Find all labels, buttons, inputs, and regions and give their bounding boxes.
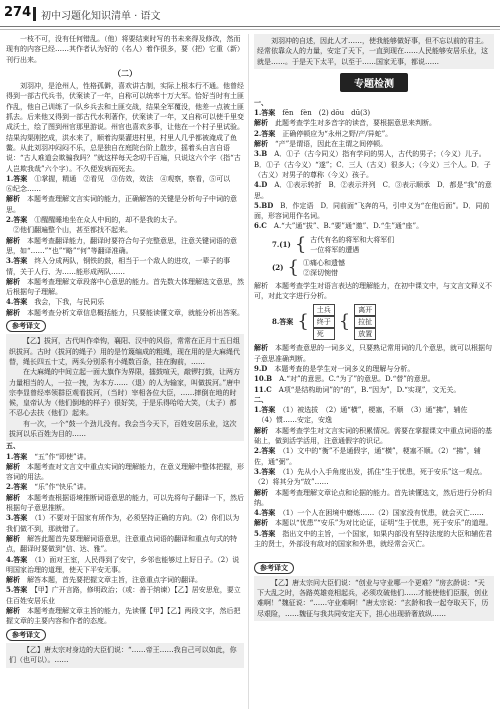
answer-list-right bbox=[254, 108, 494, 232]
answer-text: 【甲】广开言路，修明政治；（或：善于纳谏）【乙】居安思危，要立住百姓安居乐业 bbox=[6, 586, 241, 605]
answer-text: 本题考查理解文言实词的能力，正确解答的关键是分析句子中词的意思。 bbox=[6, 195, 237, 214]
answer-item bbox=[254, 364, 494, 374]
answer-item bbox=[6, 174, 244, 195]
answer-label: 3.答案 bbox=[6, 513, 28, 523]
reference-translation-label-right: 参考译文 bbox=[254, 562, 294, 574]
answer-label: 3.B bbox=[254, 149, 268, 159]
word-column-right bbox=[354, 304, 376, 340]
brace-icon: { bbox=[338, 311, 351, 333]
answer-item bbox=[6, 194, 244, 215]
answer-text: 本题考查翻译能力，翻译时要符合句子完整意思，注意关键词语的意思，如“……”“也”“略”“何”等翻译准确。 bbox=[6, 236, 237, 255]
section-one-heading: 一、 bbox=[254, 97, 268, 107]
brace-icon: { bbox=[297, 311, 309, 333]
section-header bbox=[254, 73, 494, 92]
answer-item bbox=[254, 374, 494, 384]
section-title: 专题检测 bbox=[340, 73, 408, 92]
answer-text: A.“对”的意思。C.“为了”的意思。D.“替”的意思。 bbox=[279, 375, 435, 384]
answer-item bbox=[254, 108, 494, 118]
answer-label: 9.D bbox=[254, 363, 268, 373]
answer-item bbox=[254, 467, 494, 488]
page-number: 274 bbox=[4, 5, 32, 20]
answer-item bbox=[254, 549, 494, 559]
answer-text: 本题考查对文言文中重点实词的理解能力，在意义理解中整体把握，形容词的用法。 bbox=[6, 462, 244, 482]
answer-item bbox=[6, 308, 244, 318]
answer-item bbox=[254, 201, 494, 222]
word-cell: 放置 bbox=[354, 328, 376, 340]
answer-text: A．①子（古今同义）指有学问的男人，古代的男子；（今义）儿子。B．①子（古今义）“遂”；C．三人（古义）很多人；（今义）三个人。D．子（古义）对男子的尊称（今义）孩子。 bbox=[254, 150, 491, 179]
answer-item bbox=[254, 149, 494, 180]
answer-text: 本题考查理解文章段落中心意思的能力。首先数大体理解选文意思，然后根据句子理解。 bbox=[6, 277, 244, 297]
answer-item bbox=[6, 256, 244, 277]
answer-text: 正确停顿应为“永州之野/产/异蛇”。 bbox=[282, 129, 393, 138]
answer-label: 3.答案 bbox=[254, 466, 276, 476]
answer-text: （1）不要对于国家有所作为，必须坚持正确的方向。（2）你们以为我们做不到，那就错了。 bbox=[6, 514, 240, 533]
answer-text: 本题考查根据语境推断词语意思的能力，可以先将句子翻译一下，然后根据句子意思推断。 bbox=[6, 493, 244, 513]
answer-item bbox=[254, 385, 494, 395]
answer-label: 6.C bbox=[254, 221, 267, 231]
header-rule bbox=[0, 26, 500, 27]
answer-text: （4）惯……安定，安逸 bbox=[261, 416, 332, 425]
reference-translation-label: 参考译文 bbox=[6, 320, 46, 332]
answer-item bbox=[254, 405, 494, 415]
answer-text: （1）先从小入手角度出发，抓住“生于忧患，死于安乐”这一观点。（2）将其分为“故”…… bbox=[254, 467, 487, 487]
diagram-label: 7.(1) bbox=[272, 239, 291, 249]
answer-text: （1）面对王室，人民得到了安宁，乡邻也能够过上好日子。（2）说明国家治理的道理，使天下平安无事。 bbox=[6, 555, 240, 574]
answer-label: 解析 bbox=[254, 343, 268, 353]
answer-item bbox=[6, 513, 244, 534]
answer-item bbox=[254, 488, 494, 509]
translation-paragraph: 在大麻绳的中间立起一面大旗作为界限，擂鼓喧天，敲锣打鼓，让两方力量相当的人，一拉一拽，为本方……（退）的人为输家，叫做拔河。”唐中宗李显曾经率领群臣观看拔河，（当时）宰相各位大臣，……摔倒在地的时候，皇帝认为（他们倒地的样子）很好笑，于是乐得哈哈大笑，（太子）都不忍心去扶（他们）起来。 bbox=[9, 368, 241, 418]
answer-item bbox=[254, 508, 494, 518]
brace-diagram-7 bbox=[272, 235, 494, 255]
translation-paragraph-2: 【乙】唐太宗对身边的大臣们说：“……帝王……我自己可以如此，你们（也可以）。…… bbox=[6, 643, 244, 668]
page-header bbox=[0, 0, 500, 30]
word-match-diagram-8 bbox=[272, 304, 494, 340]
translation-continued: 刘羽冲的自述，因此人才……，使我能够做好事，但不忘以前的君主。经常依靠众人的力量，安定了天下，一直到现在……人民能够安居乐业，这就是……。于是天下太平，以至于……国家无事，都说…… bbox=[254, 34, 494, 69]
brace-diagram-7b bbox=[272, 258, 494, 278]
diagram-label: (2) bbox=[272, 262, 284, 272]
answer-text: 此题考查学生对多音字的读音，要根据意思来判断。 bbox=[275, 119, 436, 128]
diagram-branch: 一位将军的遭遇 bbox=[310, 245, 360, 254]
answer-label: 解析 bbox=[6, 575, 20, 585]
answer-text: B．作定语 D．同前面“飞奔的马，引申义为“在他后面”。D．同前面，形容词用作名词。 bbox=[254, 201, 490, 221]
answer-item bbox=[6, 215, 244, 225]
answer-label: 2.答案 bbox=[6, 482, 28, 492]
brace-icon: { bbox=[294, 233, 307, 255]
answer-label: 3.答案 bbox=[6, 256, 28, 266]
reference-translation-label-2: 参考译文 bbox=[6, 629, 46, 641]
answer-label: 2.答案 bbox=[6, 215, 28, 225]
answer-label: 1.答案 bbox=[254, 108, 276, 118]
answer-label: 解析 bbox=[254, 425, 268, 435]
intro-paragraph: 一枝不可，没有任何错乱。（他）将要结束时写的书未来得及修改，然而现有的内容已经……其作者认为好的（名人）着作很多，要（把）它重（新）刊行出来。 bbox=[6, 35, 244, 64]
answer-item bbox=[6, 462, 244, 483]
answer-text: ①醒醒睡地坐在众人中间的，却不是我的太子。 bbox=[34, 216, 182, 225]
translation-paragraph-right: 【乙】唐太宗问大臣们说：“创业与守业哪一个更难？”房玄龄说：“天下大乱之时，各路英雄竞相起兵，必须攻破他们……才能使他们臣服，创业难啊！”魏征说：“……守业难啊！”唐太宗说：“玄龄和我一起夺取天下，历尽艰险，……魏征与我共同安定天下，担心出现骄奢放纵…… bbox=[254, 576, 494, 621]
answer-item bbox=[6, 534, 244, 555]
answer-item bbox=[6, 236, 244, 257]
answer-label: 解析 bbox=[6, 276, 20, 286]
diagram-label: 8.答案 bbox=[272, 317, 294, 327]
story-paragraph: 刘羽冲，是沧州人，性格孤僻，喜欢讲古制，实际上根本行不通。他曾经得到一部古代兵书，伏案读了一年，自称可以统率十万大军。恰好当时有土匪作乱，他自己训练了一队乡兵去和土匪交战，结果全军覆没，他差一点被土匪抓去。后来他又得到一部古代水利著作，伏案读了一年，又自称可以使千里变成沃土，绘了图到州官那里游说。州官也喜欢多事，让他在一个村子里试验。结果沟渠刚挖成，洪水来了，顺着沟渠灌进村里，村里人几乎都被淹成了鱼鳖。从此刘羽冲闷闷不乐，总是独自在庭院台阶上散步，摇着头自言自语说：“古人难道会欺骗我吗？”就这样每天念叨千百遍，只说这六个字（指“古人岂欺我哉”六个字）。不久便发病而死去。 bbox=[6, 82, 244, 173]
answer-item bbox=[6, 585, 244, 606]
answer-item bbox=[6, 575, 244, 585]
answer-label: 解析 bbox=[6, 194, 20, 204]
answer-label: 5.答案 bbox=[6, 585, 28, 595]
answer-item bbox=[6, 606, 244, 627]
diagram-branch: ①痛心和遗憾 bbox=[302, 258, 345, 267]
answer-label: 10.B bbox=[254, 374, 273, 384]
answer-list-right-2 bbox=[254, 343, 494, 559]
answer-item bbox=[254, 395, 494, 405]
answer-label: 5.答案 bbox=[254, 528, 276, 538]
answer-text: 本题考查意思的一词多义，只要熟记常用词的几个意思，就可以根据句子意思准确判断。 bbox=[254, 344, 492, 363]
answer-label: 2.答案 bbox=[254, 128, 276, 138]
answer-label: 4.答案 bbox=[6, 554, 28, 564]
answer-item bbox=[6, 482, 244, 492]
answer-text: ②他们翻遍整个山，甚至都找不起来。 bbox=[13, 226, 132, 235]
answer-item bbox=[254, 118, 494, 128]
diagram-branch: ②深切惋惜 bbox=[302, 268, 338, 277]
answer-label: 解析 bbox=[254, 139, 268, 149]
left-column bbox=[6, 34, 244, 709]
answer-text: 解答本题，首先要把握文章主旨，注意重点字词的翻译。 bbox=[27, 576, 202, 585]
answer-label: 解析 bbox=[254, 118, 268, 128]
answer-item bbox=[6, 225, 244, 235]
answer-label: 4.D bbox=[254, 180, 268, 190]
answer-item bbox=[6, 493, 244, 514]
answer-list-five bbox=[6, 452, 244, 627]
answer-text: 本题考查分析文章信息概括能力，只要能读懂文章，就能分析出答案。 bbox=[27, 308, 244, 317]
answer-text: 本题考查的是学生对一词多义的理解与分析。 bbox=[274, 364, 415, 373]
answer-label: 11.C bbox=[254, 384, 272, 394]
answer-text: A.“大”通“拔”、B.“要”通“邀”、D.“生”通“座”。 bbox=[273, 222, 424, 231]
answer-text: 我会，下我，与民同乐 bbox=[34, 298, 105, 307]
answer-label: 2.答案 bbox=[254, 446, 276, 456]
answer-label: 4.答案 bbox=[6, 297, 28, 307]
answer-text: fēn fèn (2) dōu dū(3) bbox=[282, 109, 371, 118]
header-divider-bar bbox=[33, 7, 36, 21]
answer-item bbox=[254, 180, 494, 201]
analysis-7: 解析 本题考查学生对语言表达的理解能力，在初中课文中，与文言文释义不可，对此文字进行分析。 bbox=[254, 281, 492, 301]
translation-box bbox=[6, 334, 244, 441]
translation-paragraph: 有一次，一个“鼓一个劲儿没有。我会当今天下，百姓安居乐业，这次拔河以乐百姓为目的…… bbox=[9, 419, 237, 438]
answer-item bbox=[254, 426, 494, 447]
word-cell: 死 bbox=[313, 328, 335, 340]
section-five-heading: 五、 bbox=[6, 441, 20, 451]
answer-text: （1）文中的“衡”不是通假字，通“横”，梗塞不顺。（2）“拂”，辅佐，通“弼”。 bbox=[254, 447, 481, 466]
answer-list bbox=[6, 174, 244, 318]
answer-item bbox=[254, 518, 494, 528]
section-number: （二） bbox=[113, 67, 137, 78]
answer-item bbox=[254, 129, 494, 139]
answer-item bbox=[254, 343, 494, 364]
answer-text: （1）一个人在困境中磨炼……（2）国家没有忧患，就会灭亡…… bbox=[282, 509, 484, 518]
answer-text: “产”是谓语，因此在主谓之间停顿。 bbox=[275, 140, 388, 149]
answer-label: 1.答案 bbox=[6, 451, 28, 461]
answer-item bbox=[254, 139, 494, 149]
answer-label: 解析 bbox=[6, 307, 20, 317]
word-cell: 拉扯 bbox=[354, 316, 376, 328]
answer-label: 1.答案 bbox=[6, 173, 28, 183]
answer-text: 终入分成两队，钢铁的鼓，相当于一个敌人的进攻，一辈子的事情，关于人行、为……能形成两队…… bbox=[6, 257, 231, 276]
answer-item bbox=[6, 555, 244, 576]
answer-text: 指出文中的主旨，一个国家，如果内部没有坚持法度的大臣和辅佐君主的贤士，外部没有敌对的国家和外患，就经常会灭亡。 bbox=[254, 529, 493, 548]
translation-paragraph: 【乙】拔河，古代叫作牵钩，襄阳、汉中的风俗，常常在正月十五日组织拔河。古时（拔河的绳子）用的是竹篾编成的粗绳，现在用的是大麻绳代替，绳长四五十丈，两头分别系有小绳数百条，挂在胸前，…… bbox=[9, 337, 240, 366]
answer-text: ①掌握，精通 ②看见 ③仿效，效法 ④观察，察看，⑤可以 ⑥纪念…… bbox=[6, 174, 238, 194]
answer-label: 1.答案 bbox=[254, 405, 276, 415]
answer-text: 解答此题首先要理解词语意思，注意重点词语的翻译和重点句式的特点，翻译时要做到“信、达、雅”。 bbox=[6, 534, 237, 554]
answer-label: 解析 bbox=[254, 487, 268, 497]
answer-text: （1）被选拔 （2）通“横”，梗塞，不顺 （3）通“拂”，辅佐 bbox=[282, 406, 468, 415]
word-column-left bbox=[313, 304, 335, 340]
diagram-branches bbox=[303, 258, 345, 278]
answer-text: “五”作“即使”讲。 bbox=[34, 452, 91, 461]
answer-label: 解析 bbox=[6, 606, 20, 616]
answer-label: 解析 bbox=[254, 518, 268, 528]
right-column bbox=[254, 34, 494, 709]
header-rule-secondary bbox=[0, 29, 500, 30]
word-cell: 终于 bbox=[313, 316, 335, 328]
answer-label: 二、 bbox=[254, 394, 265, 404]
column-divider bbox=[248, 34, 249, 709]
answer-item bbox=[6, 297, 244, 307]
answer-item bbox=[254, 446, 494, 467]
answer-text: 本题以“忧患”“安乐”为对比论证，证明“生于忧患，死于安乐”的道理。 bbox=[275, 519, 493, 528]
answer-label: 解析 bbox=[6, 235, 20, 245]
answer-label: 解析 bbox=[6, 492, 20, 502]
answer-text: “乐”作“快乐”讲。 bbox=[34, 483, 91, 492]
answer-item bbox=[6, 452, 244, 462]
answer-text: A项“是结构助词”的“的”，B.“因为”，D.“实现”，文无关。 bbox=[278, 385, 461, 394]
book-title: 初中习题化知识清单 · 语文 bbox=[41, 11, 161, 22]
answer-item bbox=[6, 277, 244, 298]
answer-label: 解析 bbox=[6, 461, 20, 471]
answer-label: 5.BD bbox=[254, 200, 274, 210]
word-cell: 离开 bbox=[354, 304, 376, 316]
answer-text: 本题考查学生对文言实词的积累情况。需要在掌握课文中重点词语的基础上，做到活学活用，注意通假字的识记。 bbox=[254, 426, 492, 446]
answer-label: 解析 bbox=[6, 533, 20, 543]
answer-text: 本题考查理解文章论点和论据的能力。首先读懂选文，然后进行分析归纳。 bbox=[254, 488, 492, 507]
answer-text: 本题考查理解文章主旨的能力，先读懂【甲】【乙】两段文字，然后把握文章的主要内容和作者的态度。 bbox=[6, 607, 241, 626]
answer-text: A．①表示转折 B．②表示并列 C．③表示顺承 D．都是“我”的意思。 bbox=[254, 181, 492, 200]
answer-item bbox=[254, 415, 494, 425]
answer-label: 4.答案 bbox=[254, 508, 276, 518]
answer-item bbox=[254, 221, 494, 231]
answer-item bbox=[254, 529, 494, 550]
diagram-branches bbox=[310, 235, 394, 255]
word-cell: 土兵 bbox=[313, 304, 335, 316]
brace-icon: { bbox=[287, 256, 299, 278]
diagram-branch: 古代有名的将军和大将军们 bbox=[310, 235, 395, 244]
